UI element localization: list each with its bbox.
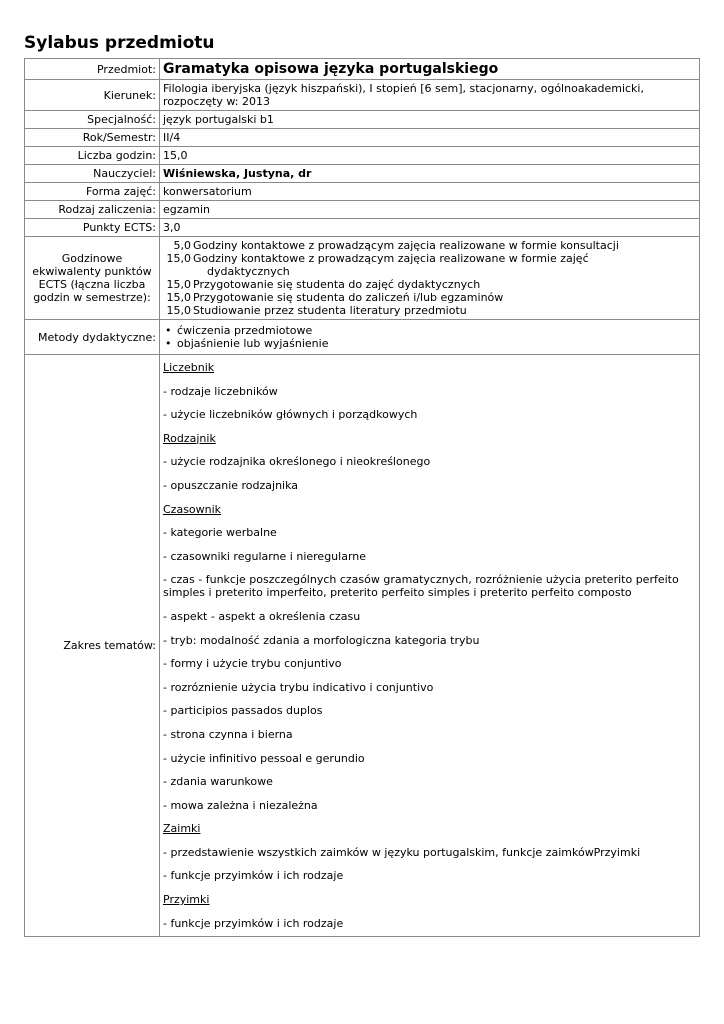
topic-heading: Zaimki — [163, 822, 201, 836]
topic-spacer — [163, 563, 696, 574]
label-specjalnosc: Specjalność: — [25, 111, 160, 129]
value-przedmiot: Gramatyka opisowa języka portugalskiego — [160, 59, 700, 80]
topic-spacer — [163, 882, 696, 893]
topic-spacer — [163, 765, 696, 776]
topic-item: - rozróznienie użycia trybu indicativo i conjuntivo — [163, 680, 434, 694]
topic-heading: Rodzajnik — [163, 431, 216, 445]
row-kierunek — [25, 80, 700, 111]
label-methods: Metody dydaktyczne: — [25, 320, 160, 355]
row-liczba-godzin — [25, 147, 700, 165]
topic-item: - funkcje przyimków i ich rodzaje — [163, 869, 344, 883]
topic-item-cont: simples i preterito imperfeito, preterito perfeito simples i preterito perfeito composto — [163, 586, 632, 600]
topic-item: - mowa zależna i niezależna — [163, 798, 318, 812]
row-methods — [25, 320, 700, 355]
topic-spacer — [163, 539, 696, 550]
ects-hour-item — [163, 291, 696, 304]
value-ects-hours — [160, 237, 700, 320]
ects-hour-item — [163, 278, 696, 291]
label-forma-zajec: Forma zajęć: — [25, 183, 160, 201]
topic-heading: Czasownik — [163, 502, 222, 516]
value-liczba-godzin: 15,0 — [160, 147, 700, 165]
ects-hour-text: Przygotowanie się studenta do zajęć dydaktycznych — [193, 278, 481, 291]
ects-hour-value: 15,0 — [166, 304, 191, 317]
topic-spacer — [163, 445, 696, 456]
page-title: Sylabus przedmiotu — [24, 33, 215, 53]
topic-spacer — [163, 492, 696, 503]
topic-spacer — [163, 859, 696, 870]
label-punkty-ects: Punkty ECTS: — [25, 219, 160, 237]
ects-hour-text: Godziny kontaktowe z prowadzącym zajęcia realizowane w formie konsultacji — [193, 239, 619, 252]
topic-item: - czasowniki regularne i nieregularne — [163, 549, 367, 563]
topic-spacer — [163, 374, 696, 385]
ects-hour-text-wrap — [191, 252, 589, 278]
value-rodzaj-zaliczenia: egzamin — [160, 201, 700, 219]
topic-spacer — [163, 788, 696, 799]
topic-spacer — [163, 694, 696, 705]
label-liczba-godzin: Liczba godzin: — [25, 147, 160, 165]
value-kierunek-line1: Filologia iberyjska (język hiszpański), I stopień [6 sem], stacjonarny, ogólnoakademicki, — [163, 82, 644, 95]
label-ects-hours: Godzinowe ekwiwalenty punktów ECTS (łączna liczba godzin w semestrze): — [25, 237, 160, 320]
label-topics: Zakres tematów: — [25, 355, 160, 937]
label-przedmiot: Przedmiot: — [25, 59, 160, 80]
ects-hour-item — [163, 252, 696, 278]
syllabus-table — [24, 58, 700, 937]
value-kierunek-line2: rozpoczęty w: 2013 — [163, 95, 270, 108]
ects-hour-text-cont: dydaktycznych — [207, 265, 290, 278]
value-punkty-ects: 3,0 — [160, 219, 700, 237]
row-przedmiot — [25, 59, 700, 80]
topic-item: - użycie infinitivo pessoal e gerundio — [163, 751, 365, 765]
topic-spacer — [163, 516, 696, 527]
topic-spacer — [163, 835, 696, 846]
value-forma-zajec: konwersatorium — [160, 183, 700, 201]
ects-hour-value: 5,0 — [173, 239, 191, 252]
topic-item: - użycie liczebników głównych i porządkowych — [163, 408, 418, 422]
topic-item: - opuszczanie rodzajnika — [163, 478, 299, 492]
topic-item: - przedstawienie wszystkich zaimków w języku portugalskim, funkcje zaimkówPrzyimki — [163, 845, 641, 859]
label-rok-semestr: Rok/Semestr: — [25, 129, 160, 147]
ects-hour-value: 15,0 — [166, 291, 191, 304]
topic-heading: Przyimki — [163, 893, 210, 907]
topic-spacer — [163, 717, 696, 728]
topic-item: - czas - funkcje poszczególnych czasów gramatycznych, rozróżnienie użycia preterito perfeito — [163, 573, 679, 587]
topic-item: - participios passados duplos — [163, 704, 323, 718]
ects-hour-item — [163, 239, 696, 252]
topic-spacer — [163, 906, 696, 917]
topic-spacer — [163, 398, 696, 409]
value-topics — [160, 355, 700, 937]
topic-spacer — [163, 670, 696, 681]
topic-spacer — [163, 599, 696, 610]
method-item: • ćwiczenia przedmiotowe — [163, 324, 696, 337]
value-rok-semestr: II/4 — [160, 129, 700, 147]
value-nauczyciel: Wiśniewska, Justyna, dr — [160, 165, 700, 183]
label-nauczyciel: Nauczyciel: — [25, 165, 160, 183]
value-kierunek — [160, 80, 700, 111]
method-item: • objaśnienie lub wyjaśnienie — [163, 337, 696, 350]
topic-spacer — [163, 647, 696, 658]
row-nauczyciel — [25, 165, 700, 183]
row-rok-semestr — [25, 129, 700, 147]
value-specjalnosc: język portugalski b1 — [160, 111, 700, 129]
topic-item: - zdania warunkowe — [163, 775, 273, 789]
topic-item: - użycie rodzajnika określonego i nieokreślonego — [163, 455, 431, 469]
methods-list — [163, 324, 696, 350]
row-specjalnosc — [25, 111, 700, 129]
label-kierunek: Kierunek: — [25, 80, 160, 111]
topic-item: - strona czynna i bierna — [163, 727, 293, 741]
topic-item: - rodzaje liczebników — [163, 384, 278, 398]
row-rodzaj-zaliczenia — [25, 201, 700, 219]
topic-spacer — [163, 812, 696, 823]
topic-item: - kategorie werbalne — [163, 526, 277, 540]
ects-hour-value: 15,0 — [166, 278, 191, 291]
row-punkty-ects — [25, 219, 700, 237]
topic-spacer — [163, 623, 696, 634]
topic-item: - formy i użycie trybu conjuntivo — [163, 657, 342, 671]
ects-hour-text: Godziny kontaktowe z prowadzącym zajęcia realizowane w formie zajęć — [193, 252, 589, 265]
row-topics — [25, 355, 700, 937]
label-rodzaj-zaliczenia: Rodzaj zaliczenia: — [25, 201, 160, 219]
topic-item: - aspekt - aspekt a określenia czasu — [163, 609, 361, 623]
value-methods — [160, 320, 700, 355]
topic-spacer — [163, 741, 696, 752]
topic-heading: Liczebnik — [163, 361, 215, 374]
topic-spacer — [163, 468, 696, 479]
row-forma-zajec — [25, 183, 700, 201]
ects-hour-text: Studiowanie przez studenta literatury przedmiotu — [193, 304, 467, 317]
topic-item: - tryb: modalność zdania a morfologiczna kategoria trybu — [163, 633, 480, 647]
topic-spacer — [163, 421, 696, 432]
ects-hour-text: Przygotowanie się studenta do zaliczeń i/lub egzaminów — [193, 291, 504, 304]
row-ects-hours — [25, 237, 700, 320]
ects-hour-item — [163, 304, 696, 317]
topic-item: - funkcje przyimków i ich rodzaje — [163, 916, 344, 930]
ects-hour-value: 15,0 — [166, 252, 191, 265]
